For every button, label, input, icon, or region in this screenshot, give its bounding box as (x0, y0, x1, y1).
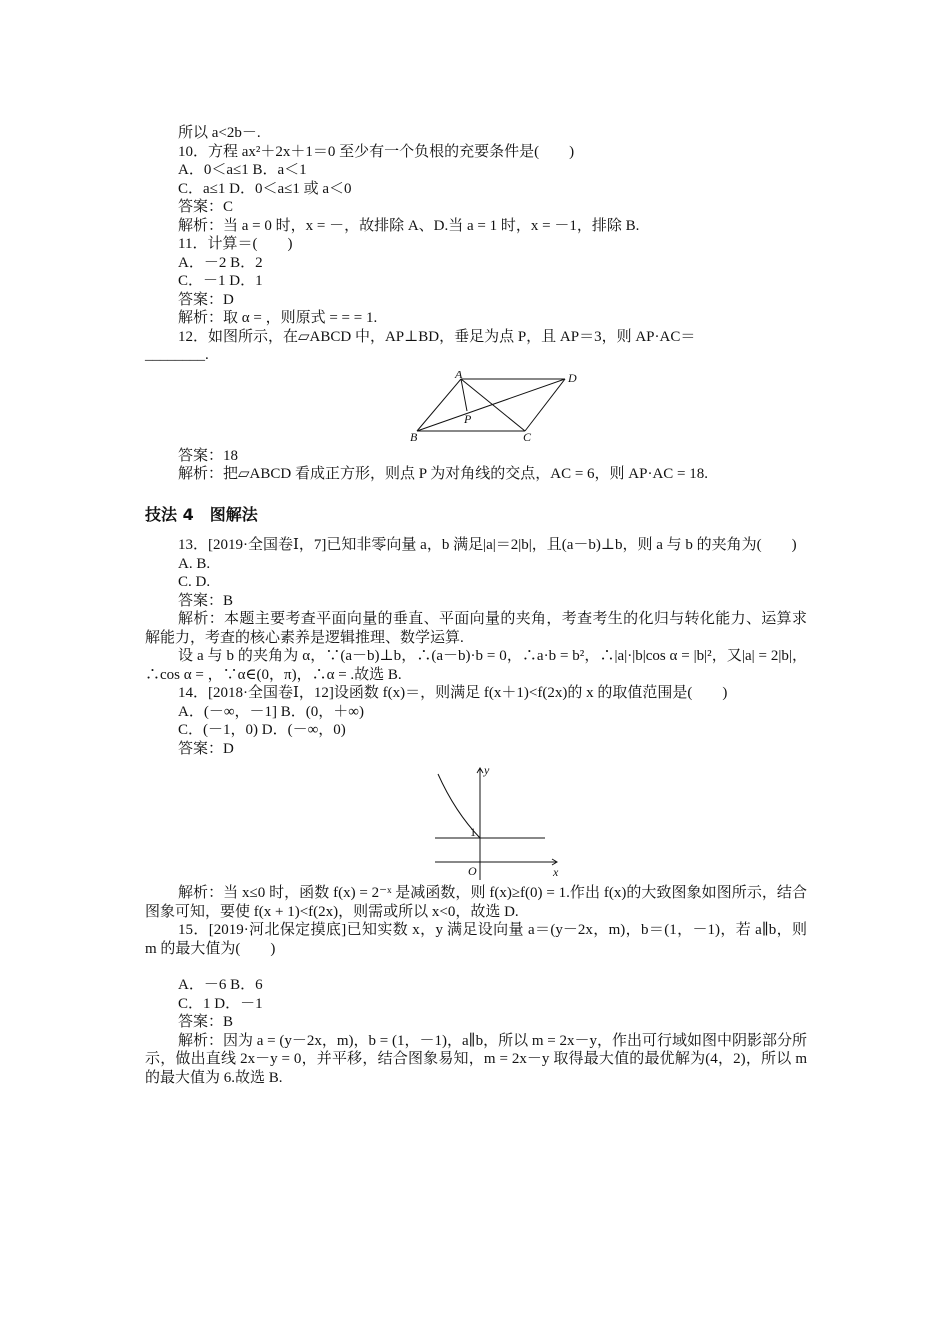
option-line: C. D. (178, 574, 211, 590)
option-line: C．(－1，0) D．(－∞，0) (178, 722, 346, 738)
option-line: A．0＜a≤1 B．a＜1 (178, 162, 307, 178)
option-line: C．－1 D．1 (178, 273, 263, 289)
label-C: C (523, 429, 532, 443)
function-graph (145, 762, 807, 884)
answer-line: 答案：18 (178, 447, 239, 464)
option-line: A. B. (178, 555, 211, 572)
answer-line: 答案：C (178, 199, 234, 215)
solution-line: 解析：取 α = ，则原式 = = = 1. (178, 310, 378, 326)
label-P: P (464, 411, 472, 426)
option-line: A．－2 B．2 (178, 254, 263, 271)
label-D: D (568, 370, 577, 385)
answer-blank: ________. (145, 347, 209, 363)
segment-DC (525, 379, 565, 431)
label-A: A (455, 370, 463, 381)
function-graph-figure (145, 762, 807, 884)
segment-AP (461, 379, 467, 411)
question-14: 14．[2018·全国卷Ⅰ，12]设函数 f(x)＝，则满足 f(x＋1)<f(2x)的 x 的取值范围是( ) (178, 685, 728, 701)
label-origin: O (468, 864, 477, 878)
label-x: x (553, 865, 559, 879)
parallelogram-figure (145, 371, 807, 443)
solution-paragraph: 设 a 与 b 的夹角为 α，∵(a－b)⊥b，∴(a－b)·b = 0，∴a·b = b²，∴|a|·|b|cos α = |b|²，又|a| = 2|b|，∴cos α = ，∵α∈(0，π)，∴α = .故选 B. (145, 648, 807, 683)
label-one: 1 (470, 825, 476, 839)
option-line: A．－6 B．6 (178, 977, 263, 993)
option-line: C．a≤1 D．0＜a≤1 或 a＜0 (178, 180, 352, 197)
answer-line: 答案：B (178, 592, 234, 609)
section-heading: 技法 4 图解法 (145, 504, 258, 524)
question-11: 11．计算＝( ) (178, 236, 293, 252)
option-line: C．1 D．－1 (178, 995, 263, 1012)
solution-line: 解析：把▱ABCD 看成正方形，则点 P 为对角线的交点，AC = 6，则 AP·AC = 18. (178, 466, 709, 482)
document-page (145, 124, 807, 1087)
question-13: 13．[2019·全国卷Ⅰ，7]已知非零向量 a，b 满足|a|＝2|b|，且(a－b)⊥b，则 a 与 b 的夹角为( ) (178, 537, 797, 553)
answer-line: 答案：B (178, 1014, 234, 1030)
label-y: y (484, 763, 490, 777)
parallelogram-diagram (145, 371, 807, 443)
answer-line: 答案：D (178, 740, 234, 757)
question-12: 12．如图所示，在▱ABCD 中，AP⊥BD，垂足为点 P，且 AP＝3，则 AP·AC＝ (178, 328, 696, 345)
spacer (145, 958, 807, 976)
solution-paragraph: 解析：因为 a = (y－2x，m)，b = (1，－1)，a∥b，所以 m = 2x－y，作出可行域如图中阴影部分所示，做出直线 2x－y = 0，并平移，结合图象易知，m = 2x－y 取得最大值的最优解为(4，2)，所以 m 的最大值为 6.故选 B. (145, 1032, 807, 1086)
text-line: 所以 a<2b－. (178, 125, 261, 141)
answer-line: 答案：D (178, 291, 234, 308)
solution-paragraph: 解析：本题主要考查平面向量的垂直、平面向量的夹角，考查考生的化归与转化能力、运算求解能力，考查的核心素养是逻辑推理、数学运算. (145, 611, 807, 646)
label-B: B (410, 429, 418, 443)
question-10: 10．方程 ax²＋2x＋1＝0 至少有一个负根的充要条件是( ) (178, 143, 575, 160)
solution-line: 解析：当 a = 0 时，x = －，故排除 A、D.当 a = 1 时，x = －1，排除 B. (178, 217, 640, 234)
option-line: A．(－∞，－1] B．(0，＋∞) (178, 703, 364, 720)
solution-paragraph: 解析：当 x≤0 时，函数 f(x) = 2⁻ˣ 是减函数，则 f(x)≥f(0) = 1.作出 f(x)的大致图象如图所示，结合图象可知，要使 f(x + 1)<f(2x)，则需或所以 x<0，故选 D. (145, 885, 807, 920)
question-15: 15．[2019·河北保定摸底]已知实数 x，y 满足设向量 a＝(y－2x，m)，b＝(1，－1)，若 a∥b，则 m 的最大值为( ) (145, 922, 807, 957)
